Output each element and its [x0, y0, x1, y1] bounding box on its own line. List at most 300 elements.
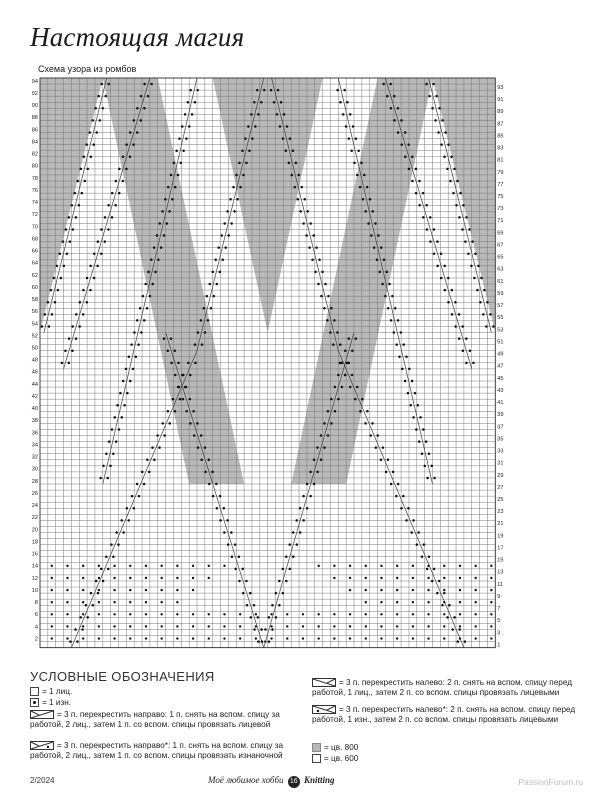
purl-dot [129, 613, 131, 615]
row-number: 32 [31, 454, 38, 461]
purl-dot [53, 277, 56, 280]
purl-dot [194, 101, 197, 104]
purl-dot [492, 325, 495, 328]
purl-dot [176, 637, 178, 639]
purl-dot [443, 565, 445, 567]
purl-dot [68, 362, 71, 365]
purl-dot [427, 625, 429, 627]
purl-dot [246, 604, 249, 607]
purl-dot [260, 628, 263, 631]
purl-dot [176, 577, 178, 579]
row-number: 56 [31, 309, 38, 316]
row-number: 73 [497, 206, 504, 213]
purl-dot [438, 107, 441, 110]
row-number: 38 [31, 418, 38, 425]
row-number: 22 [31, 515, 38, 522]
purl-dot [79, 301, 82, 304]
purl-dot [118, 428, 121, 431]
purl-dot [129, 577, 131, 579]
purl-dot [157, 259, 160, 262]
purl-dot [253, 628, 256, 631]
purl-dot [301, 186, 304, 189]
purl-dot [279, 125, 282, 128]
purl-dot [98, 589, 100, 591]
purl-dot [77, 180, 80, 183]
purl-dot [130, 343, 133, 346]
purl-dot [459, 601, 461, 603]
purl-dot [450, 156, 453, 159]
purl-dot [321, 271, 324, 274]
purl-dot [306, 210, 309, 213]
legend-knit [30, 687, 290, 697]
purl-dot [145, 601, 147, 603]
purl-dot [102, 465, 105, 468]
row-number: 83 [497, 145, 504, 152]
purl-dot [459, 613, 461, 615]
purl-dot [257, 640, 260, 643]
purl-dot [142, 295, 145, 298]
row-number: 82 [31, 151, 38, 158]
purl-dot [308, 246, 311, 249]
purl-dot [302, 519, 305, 522]
row-number: 25 [497, 497, 504, 503]
purl-dot [66, 565, 68, 567]
purl-dot [435, 95, 438, 98]
purl-dot [316, 471, 319, 474]
purl-dot [334, 386, 337, 389]
purl-dot [397, 107, 400, 110]
purl-dot [291, 174, 294, 177]
purl-dot [394, 307, 397, 310]
purl-dot [44, 313, 47, 316]
purl-dot [107, 228, 110, 231]
purl-dot [421, 555, 424, 558]
purl-dot [320, 459, 323, 462]
purl-dot [311, 259, 314, 262]
purl-dot [455, 204, 458, 207]
purl-dot [333, 613, 335, 615]
row-number: 37 [497, 424, 504, 431]
purl-dot [285, 555, 288, 558]
purl-dot [189, 374, 192, 377]
purl-dot [201, 343, 204, 346]
purl-dot [344, 374, 347, 377]
purl-dot [443, 156, 446, 159]
purl-dot [317, 565, 319, 567]
purl-dot [114, 204, 117, 207]
purl-dot [436, 240, 439, 243]
row-number: 49 [497, 351, 504, 358]
purl-dot [357, 149, 360, 152]
purl-dot [418, 440, 421, 443]
purl-dot [92, 119, 95, 122]
purl-dot [451, 313, 454, 316]
purl-dot [345, 125, 348, 128]
purl-dot [83, 156, 86, 159]
purl-dot [380, 637, 382, 639]
purl-dot [428, 95, 431, 98]
purl-dot [170, 362, 173, 365]
purl-dot [66, 589, 68, 591]
purl-dot [404, 156, 407, 159]
purl-dot [309, 495, 312, 498]
purl-dot [90, 592, 93, 595]
purl-dot [292, 149, 295, 152]
purl-dot [412, 565, 414, 567]
purl-dot [150, 83, 153, 86]
purl-dot [75, 337, 78, 340]
purl-dot [100, 568, 103, 571]
purl-dot [271, 628, 274, 631]
purl-dot [489, 313, 492, 316]
purl-dot [448, 604, 451, 607]
purl-dot [349, 577, 351, 579]
row-number: 10 [31, 587, 38, 594]
purl-dot [286, 125, 289, 128]
purl-dot [412, 589, 414, 591]
legend-cross-right [30, 710, 292, 730]
purl-dot [459, 637, 461, 639]
purl-dot [224, 246, 227, 249]
legend-cross-right-text: = 3 п. перекрестить направо: 1 п. снять на вспом. спицу за работой, 2 лиц., затем 1 п. со вспом. спицы провязать лицевой [30, 710, 280, 730]
purl-dot [223, 531, 226, 534]
purl-dot [238, 580, 241, 583]
purl-dot [178, 137, 181, 140]
row-number: 11 [497, 581, 504, 588]
purl-dot [295, 543, 298, 546]
purl-dot [302, 613, 304, 615]
purl-dot [176, 601, 178, 603]
purl-dot [51, 601, 53, 603]
purl-dot [436, 592, 439, 595]
purl-dot [238, 162, 241, 165]
purl-dot [223, 637, 225, 639]
purl-dot [431, 465, 434, 468]
legend-color-800-text: = цв. 800 [324, 743, 359, 752]
purl-dot [221, 259, 224, 262]
purl-dot [109, 465, 112, 468]
purl-dot [231, 555, 234, 558]
purl-dot [211, 471, 214, 474]
purl-dot [160, 565, 162, 567]
purl-dot [425, 204, 428, 207]
purl-dot [365, 601, 367, 603]
row-number: 46 [31, 369, 38, 376]
purl-dot [312, 234, 315, 237]
purl-dot [223, 613, 225, 615]
purl-dot [341, 386, 344, 389]
purl-dot [292, 531, 295, 534]
purl-dot [160, 637, 162, 639]
purl-dot [434, 119, 437, 122]
purl-dot [102, 580, 105, 583]
purl-dot [78, 204, 81, 207]
purl-dot [412, 416, 415, 419]
row-number: 89 [497, 109, 504, 116]
purl-dot [239, 637, 241, 639]
purl-dot [129, 380, 132, 383]
purl-dot [241, 149, 244, 152]
row-number: 62 [31, 272, 38, 279]
purl-dot [412, 601, 414, 603]
purl-dot [182, 149, 185, 152]
purl-dot [352, 125, 355, 128]
purl-dot [342, 113, 345, 116]
row-number: 60 [31, 284, 38, 291]
purl-dot [122, 531, 125, 534]
legend-cross-left [312, 678, 577, 698]
purl-dot [69, 640, 72, 643]
purl-dot [167, 349, 170, 352]
purl-dot [76, 640, 79, 643]
row-number: 41 [497, 400, 504, 407]
purl-dot [74, 628, 77, 631]
purl-dot [386, 271, 389, 274]
purl-dot [351, 374, 354, 377]
purl-dot [56, 265, 59, 268]
purl-dot [122, 180, 125, 183]
purl-dot [194, 343, 197, 346]
purl-dot [390, 107, 393, 110]
purl-dot [63, 265, 66, 268]
purl-dot [457, 640, 460, 643]
purl-dot [426, 228, 429, 231]
purl-dot [415, 192, 418, 195]
purl-dot [50, 289, 53, 292]
row-number: 58 [31, 297, 38, 304]
purl-dot [51, 613, 53, 615]
purl-dot [223, 507, 226, 510]
purl-dot [333, 637, 335, 639]
row-number: 52 [31, 333, 38, 340]
purl-dot [208, 625, 210, 627]
purl-dot [118, 192, 121, 195]
purl-dot [113, 601, 115, 603]
purl-dot [317, 283, 320, 286]
purl-dot [436, 265, 439, 268]
purl-dot [66, 613, 68, 615]
purl-dot [459, 589, 461, 591]
purl-dot [170, 337, 173, 340]
purl-dot [208, 637, 210, 639]
row-number: 30 [31, 466, 38, 473]
purl-dot [133, 331, 136, 334]
purl-dot [117, 543, 120, 546]
purl-dot [51, 625, 53, 627]
purl-dot [443, 625, 445, 627]
purl-dot [348, 337, 351, 340]
purl-dot [219, 271, 222, 274]
purl-dot [464, 240, 467, 243]
purl-dot [82, 613, 84, 615]
purl-dot [71, 349, 74, 352]
purl-dot [163, 434, 166, 437]
page-number: 16 [288, 776, 300, 788]
purl-dot [163, 337, 166, 340]
purl-dot [168, 210, 171, 213]
purl-dot [98, 577, 100, 579]
purl-dot [451, 289, 454, 292]
purl-dot [137, 343, 140, 346]
purl-dot [275, 592, 278, 595]
purl-dot [317, 625, 319, 627]
purl-dot [192, 410, 195, 413]
purl-dot [385, 471, 388, 474]
purl-dot [182, 398, 185, 401]
purl-dot [209, 283, 212, 286]
row-number: 13 [497, 569, 504, 576]
purl-dot [446, 168, 449, 171]
purl-dot [99, 119, 102, 122]
purl-dot [213, 295, 216, 298]
purl-dot [164, 198, 167, 201]
purl-dot [414, 392, 417, 395]
purl-dot [459, 625, 461, 627]
purl-dot [197, 331, 200, 334]
purl-dot [440, 277, 443, 280]
purl-dot [253, 604, 256, 607]
row-number: 70 [31, 224, 38, 231]
purl-dot [236, 198, 239, 201]
purl-dot [398, 356, 401, 359]
purl-dot [459, 192, 462, 195]
row-number: 77 [497, 181, 504, 188]
purl-dot [51, 637, 53, 639]
purl-dot [315, 246, 318, 249]
purl-dot [336, 331, 339, 334]
purl-dot [160, 601, 162, 603]
purl-dot [141, 471, 144, 474]
purl-dot [323, 307, 326, 310]
purl-dot [104, 95, 107, 98]
purl-dot [289, 568, 292, 571]
purl-dot [204, 471, 207, 474]
row-number: 69 [497, 230, 504, 237]
purl-dot [107, 83, 110, 86]
purl-dot [411, 156, 414, 159]
purl-dot [458, 216, 461, 219]
purl-dot [140, 331, 143, 334]
purl-dot [425, 83, 428, 86]
row-number: 14 [31, 563, 38, 570]
purl-dot [82, 565, 84, 567]
purl-dot [349, 625, 351, 627]
purl-dot [433, 568, 436, 571]
purl-dot [235, 174, 238, 177]
purl-dot [402, 343, 405, 346]
purl-dot [283, 113, 286, 116]
purl-dot [69, 240, 72, 243]
purl-dot [51, 565, 53, 567]
purl-dot [286, 637, 288, 639]
purl-dot [111, 216, 114, 219]
legend-cross-left-star [312, 705, 577, 725]
purl-dot [156, 234, 159, 237]
purl-dot [355, 337, 358, 340]
purl-dot [227, 234, 230, 237]
purl-dot [433, 477, 436, 480]
row-number: 78 [31, 175, 38, 182]
purl-dot [381, 283, 384, 286]
purl-dot [459, 577, 461, 579]
purl-dot [153, 246, 156, 249]
purl-dot [346, 101, 349, 104]
purl-dot [90, 156, 93, 159]
purl-dot [379, 271, 382, 274]
purl-dot [422, 428, 425, 431]
purl-dot [380, 613, 382, 615]
purl-dot [474, 565, 476, 567]
purl-dot [250, 616, 253, 619]
purl-dot [461, 325, 464, 328]
purl-dot [245, 580, 248, 583]
purl-dot [474, 577, 476, 579]
purl-dot [254, 125, 257, 128]
row-number: 8 [34, 600, 38, 607]
purl-dot [361, 398, 364, 401]
row-number: 47 [497, 363, 504, 370]
purl-dot [145, 637, 147, 639]
row-number: 6 [34, 612, 38, 619]
row-number: 67 [497, 242, 504, 249]
purl-dot [54, 301, 57, 304]
purl-dot [192, 625, 194, 627]
row-number: 17 [497, 545, 504, 552]
purl-dot [317, 613, 319, 615]
purl-dot [427, 565, 429, 567]
legend-knit-text: = 1 лиц. [42, 687, 73, 696]
purl-dot [204, 331, 207, 334]
brand-name: Knitting [304, 775, 335, 785]
purl-dot [271, 604, 274, 607]
purl-dot [320, 295, 323, 298]
purl-dot [474, 613, 476, 615]
purl-dot [256, 89, 259, 91]
purl-dot [330, 422, 333, 425]
purl-dot [82, 289, 85, 292]
purl-dot [126, 507, 129, 510]
purl-dot [100, 83, 103, 86]
purl-dot [333, 565, 335, 567]
purl-dot [161, 210, 164, 213]
purl-dot [447, 277, 450, 280]
purl-dot [371, 210, 374, 213]
purl-dot [160, 613, 162, 615]
purl-dot [174, 349, 177, 352]
purl-dot [441, 119, 444, 122]
purl-dot [68, 337, 71, 340]
purl-dot [443, 592, 446, 595]
purl-dot [396, 565, 398, 567]
purl-dot [97, 95, 100, 98]
row-number: 63 [497, 266, 504, 273]
purl-dot [329, 331, 332, 334]
purl-dot [353, 162, 356, 165]
purl-dot [472, 362, 475, 365]
purl-dot [323, 446, 326, 449]
purl-dot [467, 252, 470, 255]
purl-dot [95, 580, 98, 583]
row-number: 15 [497, 557, 504, 564]
purl-dot [370, 234, 373, 237]
purl-dot [396, 625, 398, 627]
purl-dot [400, 507, 403, 510]
purl-dot [440, 252, 443, 255]
row-number: 76 [31, 187, 38, 194]
purl-dot [428, 555, 431, 558]
purl-dot [441, 604, 444, 607]
row-number: 59 [497, 290, 504, 297]
